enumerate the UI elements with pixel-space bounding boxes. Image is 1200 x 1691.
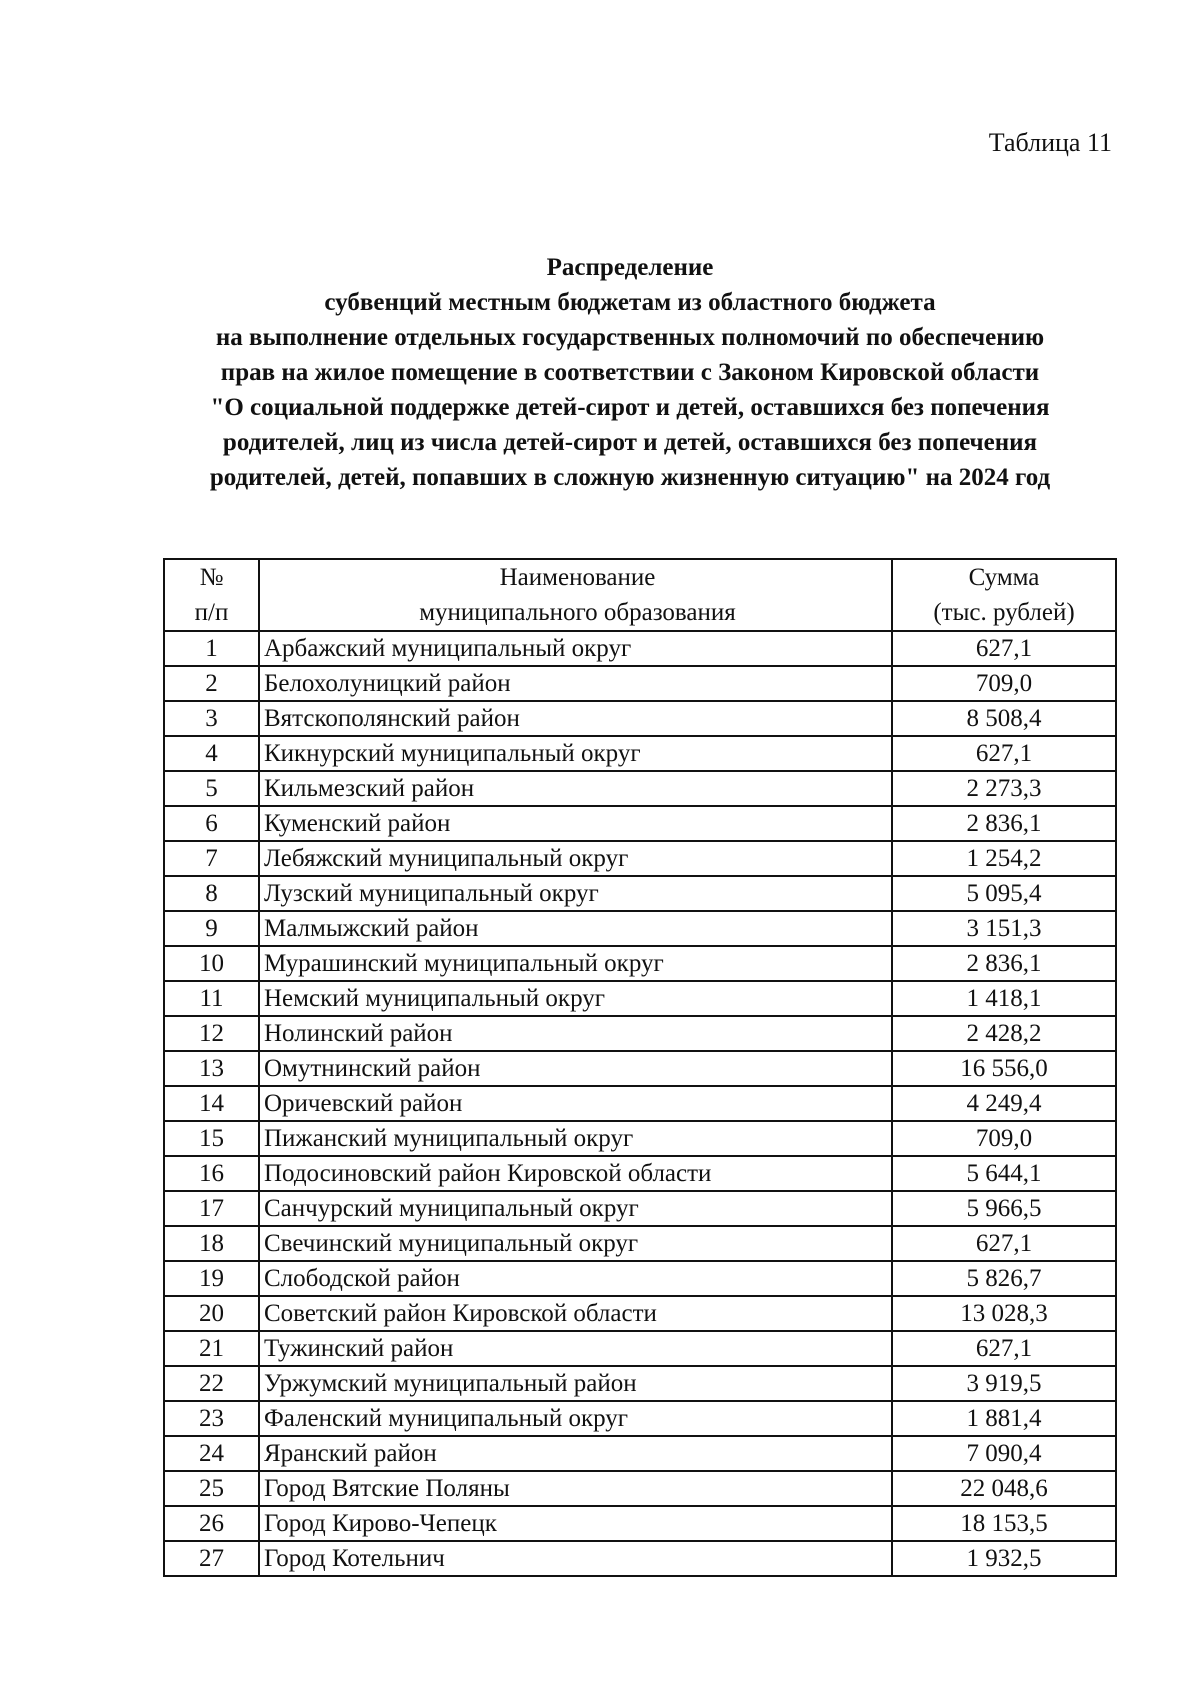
row-sum: 5 966,5	[892, 1191, 1116, 1226]
row-number: 12	[164, 1016, 259, 1051]
row-municipality-name: Город Вятские Поляны	[259, 1471, 892, 1506]
table-row	[164, 1051, 1116, 1086]
row-number: 16	[164, 1156, 259, 1191]
title-line: прав на жилое помещение в соответствии с Законом Кировской области	[220, 359, 1040, 386]
header-number-line1: №	[199, 564, 224, 591]
title-line: родителей, детей, попавших в сложную жизненную ситуацию" на 2024 год	[209, 464, 1051, 491]
row-sum: 1 881,4	[892, 1401, 1116, 1436]
row-sum: 627,1	[892, 736, 1116, 771]
table-row	[164, 1016, 1116, 1051]
table-row	[164, 631, 1116, 666]
title-line: субвенций местным бюджетам из областного бюджета	[324, 289, 936, 316]
row-municipality-name: Советский район Кировской области	[259, 1296, 892, 1331]
header-name-line2: муниципального образования	[419, 599, 736, 626]
document-title	[130, 250, 1130, 495]
row-sum: 5 644,1	[892, 1156, 1116, 1191]
table-header-row	[164, 559, 1116, 631]
subvention-table	[163, 558, 1117, 1577]
table-row	[164, 1191, 1116, 1226]
row-number: 5	[164, 771, 259, 806]
row-municipality-name: Слободской район	[259, 1261, 892, 1296]
header-sum-line2: (тыс. рублей)	[933, 599, 1075, 626]
row-sum: 8 508,4	[892, 701, 1116, 736]
title-line: "О социальной поддержке детей-сирот и детей, оставшихся без попечения	[210, 394, 1050, 421]
row-sum: 709,0	[892, 1121, 1116, 1156]
header-number	[164, 559, 259, 631]
row-number: 17	[164, 1191, 259, 1226]
row-number: 7	[164, 841, 259, 876]
row-number: 21	[164, 1331, 259, 1366]
row-municipality-name: Город Кирово-Чепецк	[259, 1506, 892, 1541]
row-sum: 3 151,3	[892, 911, 1116, 946]
row-municipality-name: Свечинский муниципальный округ	[259, 1226, 892, 1261]
table-row	[164, 1506, 1116, 1541]
title-line: на выполнение отдельных государственных полномочий по обеспечению	[215, 324, 1045, 351]
header-name-line1: Наименование	[499, 564, 656, 591]
header-sum	[892, 559, 1116, 631]
row-sum: 627,1	[892, 631, 1116, 666]
title-line: родителей, лиц из числа детей-сирот и детей, оставшихся без попечения	[222, 429, 1038, 456]
row-municipality-name: Куменский район	[259, 806, 892, 841]
header-sum-line1: Сумма	[968, 564, 1040, 591]
header-number-line2: п/п	[194, 599, 229, 626]
table-row	[164, 1401, 1116, 1436]
table-row	[164, 1471, 1116, 1506]
row-sum: 4 249,4	[892, 1086, 1116, 1121]
row-number: 11	[164, 981, 259, 1016]
row-municipality-name: Фаленский муниципальный округ	[259, 1401, 892, 1436]
table-row	[164, 1261, 1116, 1296]
row-number: 3	[164, 701, 259, 736]
table-row	[164, 1086, 1116, 1121]
table-row	[164, 1436, 1116, 1471]
row-sum: 5 095,4	[892, 876, 1116, 911]
row-municipality-name: Яранский район	[259, 1436, 892, 1471]
table-row	[164, 736, 1116, 771]
table-row	[164, 876, 1116, 911]
row-municipality-name: Белохолуницкий район	[259, 666, 892, 701]
table-row	[164, 1331, 1116, 1366]
table-row	[164, 981, 1116, 1016]
row-sum: 1 932,5	[892, 1541, 1116, 1576]
row-municipality-name: Лузский муниципальный округ	[259, 876, 892, 911]
row-number: 14	[164, 1086, 259, 1121]
row-sum: 709,0	[892, 666, 1116, 701]
row-sum: 627,1	[892, 1226, 1116, 1261]
row-sum: 1 254,2	[892, 841, 1116, 876]
row-number: 6	[164, 806, 259, 841]
row-municipality-name: Пижанский муниципальный округ	[259, 1121, 892, 1156]
row-municipality-name: Малмыжский район	[259, 911, 892, 946]
row-municipality-name: Подосиновский район Кировской области	[259, 1156, 892, 1191]
row-municipality-name: Немский муниципальный округ	[259, 981, 892, 1016]
row-sum: 2 836,1	[892, 806, 1116, 841]
table-row	[164, 841, 1116, 876]
row-number: 22	[164, 1366, 259, 1401]
row-municipality-name: Вятскополянский район	[259, 701, 892, 736]
row-municipality-name: Тужинский район	[259, 1331, 892, 1366]
row-number: 4	[164, 736, 259, 771]
table-row	[164, 1296, 1116, 1331]
row-sum: 7 090,4	[892, 1436, 1116, 1471]
row-sum: 18 153,5	[892, 1506, 1116, 1541]
row-number: 23	[164, 1401, 259, 1436]
row-municipality-name: Санчурский муниципальный округ	[259, 1191, 892, 1226]
row-sum: 5 826,7	[892, 1261, 1116, 1296]
row-municipality-name: Кильмезский район	[259, 771, 892, 806]
header-name	[259, 559, 892, 631]
row-sum: 2 836,1	[892, 946, 1116, 981]
row-number: 25	[164, 1471, 259, 1506]
row-sum: 3 919,5	[892, 1366, 1116, 1401]
row-sum: 627,1	[892, 1331, 1116, 1366]
table-row	[164, 1366, 1116, 1401]
table-row	[164, 1226, 1116, 1261]
row-municipality-name: Лебяжский муниципальный округ	[259, 841, 892, 876]
row-number: 20	[164, 1296, 259, 1331]
row-number: 10	[164, 946, 259, 981]
row-municipality-name: Нолинский район	[259, 1016, 892, 1051]
row-municipality-name: Город Котельнич	[259, 1541, 892, 1576]
row-sum: 2 428,2	[892, 1016, 1116, 1051]
table-row	[164, 701, 1116, 736]
title-line: Распределение	[546, 254, 714, 281]
row-municipality-name: Кикнурский муниципальный округ	[259, 736, 892, 771]
row-municipality-name: Арбажский муниципальный округ	[259, 631, 892, 666]
table-row	[164, 806, 1116, 841]
row-municipality-name: Оричевский район	[259, 1086, 892, 1121]
row-number: 24	[164, 1436, 259, 1471]
row-municipality-name: Уржумский муниципальный район	[259, 1366, 892, 1401]
table-row	[164, 1156, 1116, 1191]
row-number: 9	[164, 911, 259, 946]
table-row	[164, 666, 1116, 701]
row-number: 2	[164, 666, 259, 701]
row-municipality-name: Мурашинский муниципальный округ	[259, 946, 892, 981]
table-row	[164, 771, 1116, 806]
table-row	[164, 946, 1116, 981]
row-sum: 2 273,3	[892, 771, 1116, 806]
row-number: 15	[164, 1121, 259, 1156]
row-municipality-name: Омутнинский район	[259, 1051, 892, 1086]
row-number: 8	[164, 876, 259, 911]
row-number: 13	[164, 1051, 259, 1086]
row-sum: 16 556,0	[892, 1051, 1116, 1086]
row-sum: 22 048,6	[892, 1471, 1116, 1506]
row-number: 18	[164, 1226, 259, 1261]
table-number-label: Таблица 11	[988, 128, 1112, 157]
table-row	[164, 911, 1116, 946]
row-sum: 13 028,3	[892, 1296, 1116, 1331]
row-number: 1	[164, 631, 259, 666]
table-row	[164, 1541, 1116, 1576]
row-number: 27	[164, 1541, 259, 1576]
row-sum: 1 418,1	[892, 981, 1116, 1016]
table-row	[164, 1121, 1116, 1156]
table-body	[164, 631, 1116, 1576]
row-number: 19	[164, 1261, 259, 1296]
row-number: 26	[164, 1506, 259, 1541]
